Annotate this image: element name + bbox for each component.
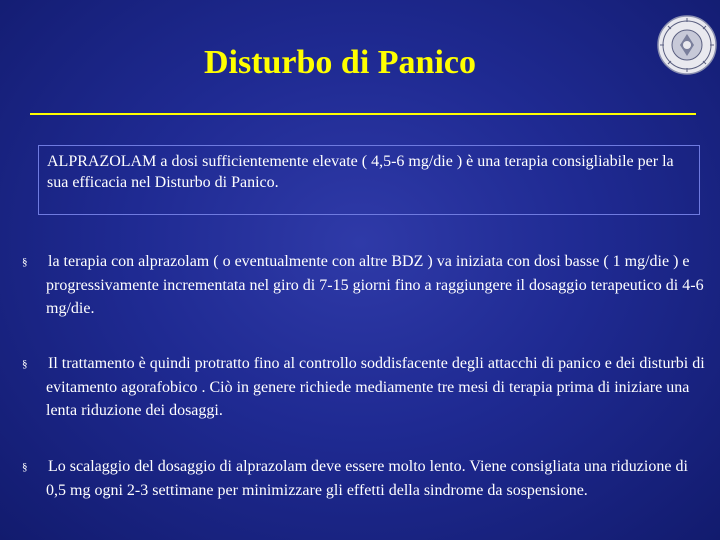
bullet-marker: §: [22, 461, 28, 473]
bullet-marker: §: [22, 358, 28, 370]
bullet-item: [22, 352, 706, 422]
title-underline: [30, 113, 696, 115]
slide-title: Disturbo di Panico: [203, 44, 477, 81]
bullet-item: [22, 455, 706, 502]
bullet-text: Il trattamento è quindi protratto fino al controllo soddisfacente degli attacchi di panico e dei disturbi di evitamento agorafobico . Ciò in genere richiede mediamente tre mesi di terapia prima di iniziare una lenta riduzione dei dosaggi.: [46, 355, 705, 419]
bullet-marker: §: [22, 256, 28, 268]
callout-text: ALPRAZOLAM a dosi sufficientemente elevate ( 4,5-6 mg/die ) è una terapia consigliabile per la sua efficacia nel Disturbo di Panico.: [47, 153, 674, 191]
bullet-item: [22, 250, 706, 320]
university-seal-icon: [656, 14, 718, 76]
bullet-text: la terapia con alprazolam ( o eventualmente con altre BDZ ) va iniziata con dosi basse ( 1 mg/die ) e progressivamente incrementata nel giro di 7-15 giorni fino a raggiungere il dosaggio terapeutico di 4-6 mg/die.: [46, 253, 704, 317]
bullet-text: Lo scalaggio del dosaggio di alprazolam deve essere molto lento. Viene consigliata una riduzione di 0,5 mg ogni 2-3 settimane per minimizzare gli effetti della sindrome da sospensione.: [46, 458, 688, 499]
callout-box: [38, 145, 700, 215]
